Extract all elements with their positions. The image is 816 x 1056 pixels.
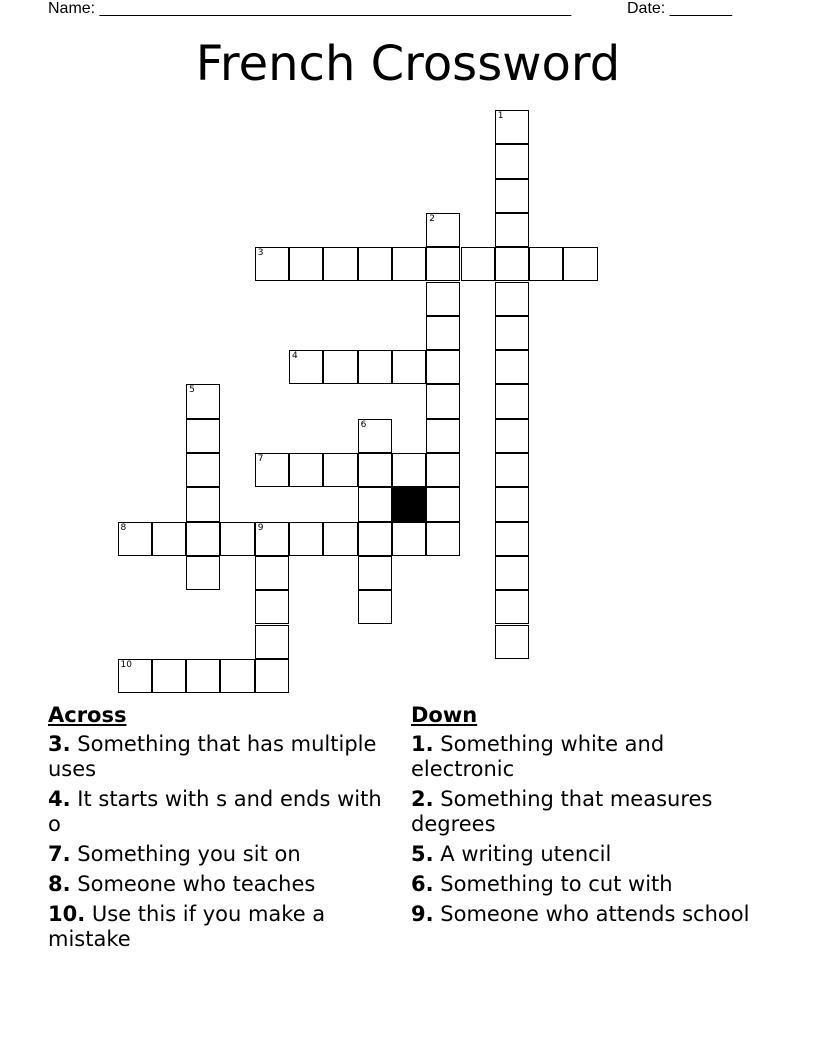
grid-cell[interactable] xyxy=(118,659,152,693)
across-heading: Across xyxy=(48,703,127,727)
black-square xyxy=(392,487,426,521)
grid-cell[interactable] xyxy=(426,487,460,521)
across-clue xyxy=(48,902,388,952)
clue-number-label: 2. xyxy=(411,787,434,811)
grid-cell[interactable] xyxy=(495,110,529,144)
clue-number: 4 xyxy=(292,351,298,362)
grid-cell[interactable] xyxy=(495,384,529,418)
grid-cell[interactable] xyxy=(358,590,392,624)
clue-number-label: 5. xyxy=(411,842,434,866)
grid-cell[interactable] xyxy=(426,247,460,281)
grid-cell[interactable] xyxy=(323,453,357,487)
clue-text: Something white and electronic xyxy=(411,732,665,781)
grid-cell[interactable] xyxy=(186,522,220,556)
page-title: French Crossword xyxy=(195,36,621,92)
across-clue xyxy=(48,787,388,837)
grid-cell[interactable] xyxy=(358,453,392,487)
grid-cell[interactable] xyxy=(495,179,529,213)
grid-cell[interactable] xyxy=(186,556,220,590)
grid-cell[interactable] xyxy=(289,247,323,281)
clue-text: It starts with s and ends with o xyxy=(48,787,382,836)
date-field-label: Date: _______ xyxy=(627,0,732,17)
clue-number-label: 1. xyxy=(411,732,434,756)
grid-cell[interactable] xyxy=(495,590,529,624)
clue-number: 6 xyxy=(360,419,367,430)
grid-cell[interactable] xyxy=(323,350,357,384)
grid-cell[interactable] xyxy=(426,350,460,384)
grid-cell[interactable] xyxy=(323,247,357,281)
grid-cell[interactable] xyxy=(495,522,529,556)
clue-number: 8 xyxy=(120,522,127,533)
grid-cell[interactable] xyxy=(358,350,392,384)
grid-cell[interactable] xyxy=(358,522,392,556)
grid-cell[interactable] xyxy=(255,556,289,590)
across-clue xyxy=(48,842,388,867)
clue-number: 3 xyxy=(257,248,264,259)
grid-cell[interactable] xyxy=(118,522,152,556)
across-clue xyxy=(48,872,388,897)
clue-number: 10 xyxy=(120,659,132,670)
grid-cell[interactable] xyxy=(461,247,495,281)
grid-cell[interactable] xyxy=(426,282,460,316)
clue-number-label: 6. xyxy=(411,872,434,896)
grid-cell[interactable] xyxy=(392,453,426,487)
clue-text: Someone who attends school xyxy=(440,902,750,926)
down-clue xyxy=(411,872,771,897)
grid-cell[interactable] xyxy=(426,522,460,556)
down-clues xyxy=(411,702,771,932)
grid-cell[interactable] xyxy=(426,419,460,453)
down-clue xyxy=(411,842,771,867)
clue-number: 2 xyxy=(429,213,435,224)
grid-cell[interactable] xyxy=(426,213,460,247)
grid-cell[interactable] xyxy=(255,522,289,556)
grid-cell[interactable] xyxy=(495,453,529,487)
grid-cell[interactable] xyxy=(289,522,323,556)
grid-cell[interactable] xyxy=(495,419,529,453)
clue-text: Use this if you make a mistake xyxy=(48,902,326,951)
across-clue xyxy=(48,732,388,782)
grid-cell[interactable] xyxy=(358,556,392,590)
grid-cell[interactable] xyxy=(358,487,392,521)
clue-number: 1 xyxy=(497,111,504,121)
grid-cell[interactable] xyxy=(495,144,529,178)
down-clue xyxy=(411,902,771,927)
clue-text: Something you sit on xyxy=(77,842,301,866)
grid-cell[interactable] xyxy=(392,522,426,556)
down-clue xyxy=(411,732,771,782)
grid-cell[interactable] xyxy=(255,659,289,693)
grid-cell[interactable] xyxy=(495,247,529,281)
grid-cell[interactable] xyxy=(152,522,186,556)
clue-text: Something that measures degrees xyxy=(411,787,713,836)
grid-cell[interactable] xyxy=(563,247,597,281)
grid-cell[interactable] xyxy=(186,487,220,521)
grid-cell[interactable] xyxy=(289,350,323,384)
grid-cell[interactable] xyxy=(255,625,289,659)
grid-cell[interactable] xyxy=(495,625,529,659)
clue-number-label: 7. xyxy=(48,842,71,866)
grid-cell[interactable] xyxy=(255,247,289,281)
grid-cell[interactable] xyxy=(152,659,186,693)
grid-cell[interactable] xyxy=(186,384,220,418)
grid-cell[interactable] xyxy=(495,556,529,590)
grid-cell[interactable] xyxy=(220,522,254,556)
clue-number-label: 10. xyxy=(48,902,86,926)
grid-cell[interactable] xyxy=(255,453,289,487)
grid-cell[interactable] xyxy=(220,659,254,693)
grid-cell[interactable] xyxy=(392,247,426,281)
clue-text: Something that has multiple uses xyxy=(48,732,377,781)
grid-cell[interactable] xyxy=(426,316,460,350)
clue-number: 7 xyxy=(257,454,264,464)
grid-cell[interactable] xyxy=(255,590,289,624)
grid-cell[interactable] xyxy=(289,453,323,487)
clue-number-label: 3. xyxy=(48,732,71,756)
clue-text: A writing utencil xyxy=(440,842,612,866)
grid-cell[interactable] xyxy=(495,350,529,384)
clue-text: Something to cut with xyxy=(440,872,673,896)
grid-cell[interactable] xyxy=(358,419,392,453)
grid-cell[interactable] xyxy=(495,487,529,521)
grid-cell[interactable] xyxy=(495,282,529,316)
clue-number-label: 9. xyxy=(411,902,434,926)
grid-cell[interactable] xyxy=(358,247,392,281)
clue-text: Someone who teaches xyxy=(77,872,316,896)
grid-cell[interactable] xyxy=(529,247,563,281)
down-clue xyxy=(411,787,771,837)
grid-cell[interactable] xyxy=(392,350,426,384)
grid-cell[interactable] xyxy=(186,419,220,453)
grid-cell[interactable] xyxy=(426,384,460,418)
grid-cell[interactable] xyxy=(495,213,529,247)
down-heading: Down xyxy=(411,703,478,727)
grid-cell[interactable] xyxy=(186,453,220,487)
grid-cell[interactable] xyxy=(495,316,529,350)
name-field-label: Name: _____________________________________________________ xyxy=(48,0,572,17)
clue-number: 9 xyxy=(257,522,264,533)
across-clues xyxy=(48,702,388,957)
clue-number-label: 4. xyxy=(48,787,71,811)
grid-cell[interactable] xyxy=(323,522,357,556)
clue-number-label: 8. xyxy=(48,872,71,896)
grid-cell[interactable] xyxy=(426,453,460,487)
grid-cell[interactable] xyxy=(186,659,220,693)
clue-number: 5 xyxy=(189,385,195,396)
